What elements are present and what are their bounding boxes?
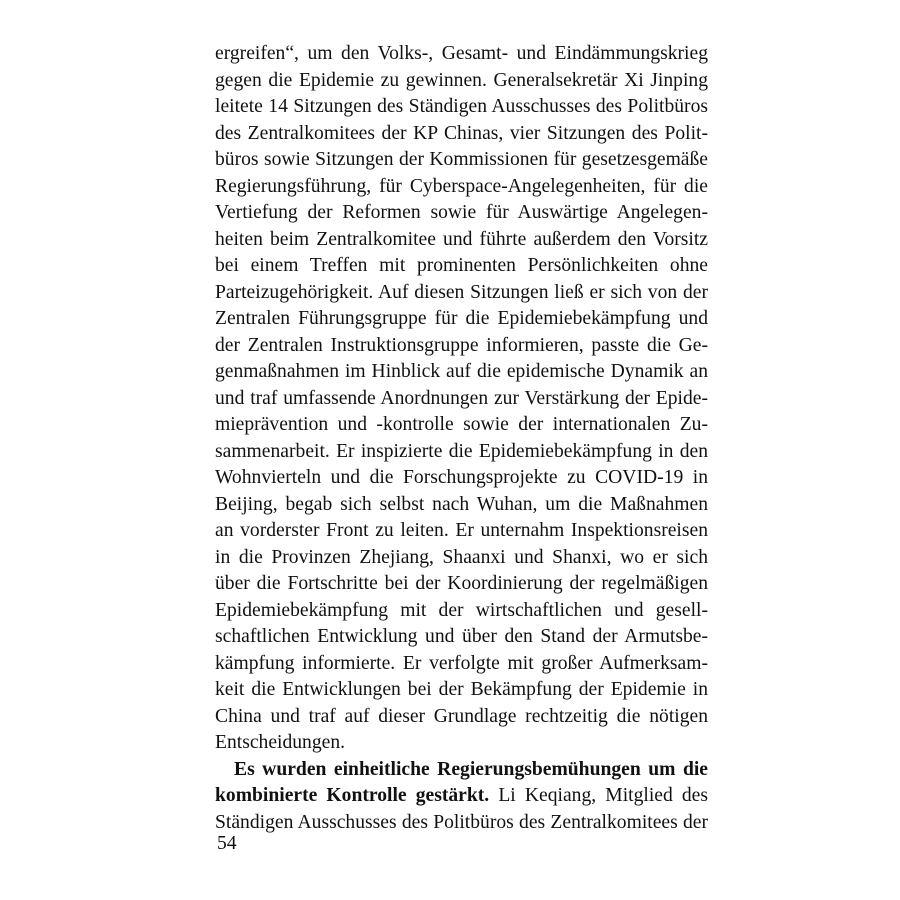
text-line: des Zentralkomitees der KP Chinas, vier Sitzungen des Polit- — [215, 122, 708, 144]
text-line: leitete 14 Sitzungen des Ständigen Ausschusses des Politbüros — [215, 96, 708, 117]
text-line: an vorderster Front zu leiten. Er unternahm Inspektionsreisen — [215, 520, 708, 541]
text-line: kämpfung informierte. Er verfolgte mit großer Aufmerksam- — [215, 652, 708, 674]
text-line: bei einem Treffen mit prominenten Persönlichkeiten ohne — [215, 255, 708, 276]
text-line: genmaßnahmen im Hinblick auf die epidemische Dynamik an — [215, 361, 708, 382]
paragraph-2 — [215, 757, 708, 837]
text-run: Li Keqiang, Mitglied des — [489, 785, 708, 806]
text-line: China und traf auf dieser Grundlage rechtzeitig die nötigen — [215, 705, 708, 727]
text-line: Ständigen Ausschusses des Politbüros des Zentralkomitees der — [215, 811, 708, 833]
text-line: schaftlichen Entwicklung und über den Stand der Armutsbe- — [215, 626, 708, 647]
body-text — [215, 41, 708, 836]
text-line: heiten beim Zentralkomitee und führte außerdem den Vorsitz — [215, 228, 708, 250]
text-line: Epidemiebekämpfung mit der wirtschaftlichen und gesell- — [215, 599, 708, 621]
text-line — [215, 783, 708, 810]
text-line: Parteizugehörigkeit. Auf diesen Sitzungen ließ er sich von der — [215, 281, 708, 303]
text-line: in die Provinzen Zhejiang, Shaanxi und Shanxi, wo er sich — [215, 546, 708, 568]
section-heading-line: Es wurden einheitliche Regierungsbemühungen um die — [234, 758, 708, 780]
text-line: Zentralen Führungsgruppe für die Epidemiebekämpfung und — [215, 308, 708, 329]
paragraph-1 — [215, 41, 708, 757]
text-line: gegen die Epidemie zu gewinnen. Generalsekretär Xi Jinping — [215, 69, 708, 91]
text-line: mieprävention und -kontrolle sowie der internationalen Zu- — [215, 414, 708, 435]
section-heading-end: kombinierte Kontrolle gestärkt. — [215, 785, 490, 806]
text-line: Wohnvierteln und die Forschungsprojekte zu COVID-19 in — [215, 467, 708, 488]
text-line: Entscheidungen. — [215, 732, 346, 753]
text-line: keit die Entwicklungen bei der Bekämpfung der Epidemie in — [215, 679, 708, 700]
text-line: der Zentralen Instruktionsgruppe informieren, passte die Ge- — [215, 334, 708, 356]
text-line: ergreifen“, um den Volks-, Gesamt- und Eindämmungskrieg — [215, 43, 708, 64]
text-line: Beijing, begab sich selbst nach Wuhan, um die Maßnahmen — [215, 493, 708, 515]
text-line: über die Fortschritte bei der Koordinierung der regelmäßigen — [215, 573, 708, 594]
text-line: Vertiefung der Reformen sowie für Auswärtige Angelegen- — [215, 202, 708, 223]
text-line: Regierungsführung, für Cyberspace-Angelegenheiten, für die — [215, 175, 708, 197]
text-line: und traf umfassende Anordnungen zur Verstärkung der Epide- — [215, 387, 708, 409]
text-line: sammenarbeit. Er inspizierte die Epidemiebekämpfung in den — [215, 440, 708, 462]
page-number: 54 — [217, 833, 237, 854]
text-line: büros sowie Sitzungen der Kommissionen für gesetzesgemäße — [215, 149, 708, 170]
